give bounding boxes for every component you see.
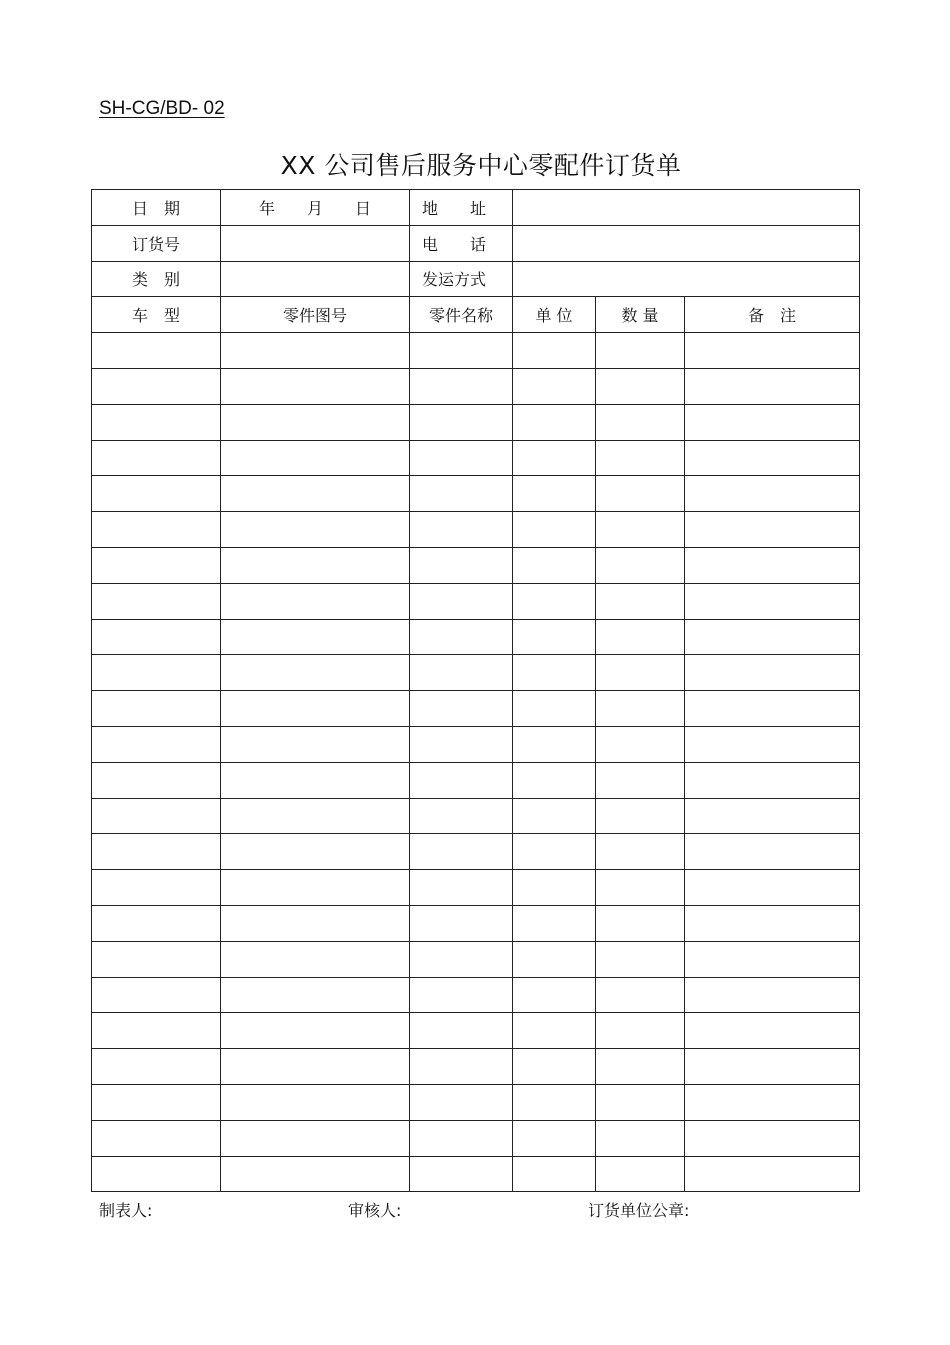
remarks-cell[interactable] [685,440,860,476]
remarks-cell[interactable] [685,977,860,1013]
info-row-order-no [92,225,860,261]
unit-cell[interactable] [513,1013,596,1049]
unit-cell[interactable] [513,547,596,583]
table-row [92,476,860,512]
remarks-cell[interactable] [685,368,860,404]
part-name-cell[interactable] [410,941,513,977]
vehicle-model-cell[interactable] [92,476,221,512]
vehicle-model-cell[interactable] [92,368,221,404]
unit-cell[interactable] [513,1120,596,1156]
quantity-cell[interactable] [596,476,685,512]
part-name-cell[interactable] [410,619,513,655]
unit-cell[interactable] [513,1084,596,1120]
category-field[interactable] [221,261,410,297]
vehicle-model-cell[interactable] [92,1049,221,1085]
part-name-cell[interactable] [410,547,513,583]
vehicle-model-cell[interactable] [92,1120,221,1156]
part-name-cell[interactable] [410,726,513,762]
part-name-cell[interactable] [410,512,513,548]
vehicle-model-cell[interactable] [92,870,221,906]
vehicle-model-cell[interactable] [92,691,221,727]
phone-field[interactable] [513,225,860,261]
vehicle-model-cell[interactable] [92,440,221,476]
table-row [92,941,860,977]
address-label: 地 址 [410,190,513,226]
part-name-cell[interactable] [410,655,513,691]
table-row [92,977,860,1013]
info-row-date [92,190,860,226]
part-number-cell[interactable] [221,583,410,619]
part-number-cell[interactable] [221,691,410,727]
quantity-cell[interactable] [596,512,685,548]
column-header-row [92,297,860,333]
part-name-cell[interactable] [410,1049,513,1085]
remarks-cell[interactable] [685,905,860,941]
remarks-cell[interactable] [685,870,860,906]
vehicle-model-cell[interactable] [92,333,221,369]
order-no-label: 订货号 [92,225,221,261]
header-part-number: 零件图号 [221,297,410,333]
part-number-cell[interactable] [221,870,410,906]
part-number-cell[interactable] [221,440,410,476]
vehicle-model-cell[interactable] [92,404,221,440]
part-name-cell[interactable] [410,333,513,369]
document-code: SH-CG/BD- 02 [99,98,225,119]
part-number-cell[interactable] [221,798,410,834]
unit-cell[interactable] [513,941,596,977]
vehicle-model-cell[interactable] [92,941,221,977]
part-name-cell[interactable] [410,440,513,476]
part-number-cell[interactable] [221,619,410,655]
unit-cell[interactable] [513,476,596,512]
vehicle-model-cell[interactable] [92,655,221,691]
part-number-cell[interactable] [221,1049,410,1085]
vehicle-model-cell[interactable] [92,726,221,762]
table-row [92,691,860,727]
remarks-cell[interactable] [685,512,860,548]
unit-cell[interactable] [513,512,596,548]
part-number-cell[interactable] [221,1120,410,1156]
quantity-cell[interactable] [596,870,685,906]
part-number-cell[interactable] [221,941,410,977]
part-name-cell[interactable] [410,762,513,798]
address-field[interactable] [513,190,860,226]
part-number-cell[interactable] [221,905,410,941]
part-name-cell[interactable] [410,404,513,440]
quantity-cell[interactable] [596,905,685,941]
reviewed-by-label: 审核人: [348,1201,402,1220]
date-label: 日 期 [92,190,221,226]
unit-cell[interactable] [513,726,596,762]
header-remarks: 备 注 [685,297,860,333]
table-row [92,333,860,369]
unit-cell[interactable] [513,691,596,727]
table-row [92,1084,860,1120]
order-form-table [91,189,860,1192]
unit-cell[interactable] [513,798,596,834]
quantity-cell[interactable] [596,691,685,727]
remarks-cell[interactable] [685,691,860,727]
date-field[interactable]: 年 月 日 [221,190,410,226]
part-name-cell[interactable] [410,1084,513,1120]
page-title: XX 公司售后服务中心零配件订货单 [280,151,682,180]
quantity-cell[interactable] [596,440,685,476]
part-number-cell[interactable] [221,762,410,798]
remarks-cell[interactable] [685,798,860,834]
part-number-cell[interactable] [221,655,410,691]
vehicle-model-cell[interactable] [92,1084,221,1120]
shipping-field[interactable] [513,261,860,297]
seal-label: 订货单位公章: [588,1201,690,1220]
order-no-field[interactable] [221,225,410,261]
unit-cell[interactable] [513,870,596,906]
quantity-cell[interactable] [596,834,685,870]
part-name-cell[interactable] [410,1013,513,1049]
remarks-cell[interactable] [685,404,860,440]
part-name-cell[interactable] [410,870,513,906]
vehicle-model-cell[interactable] [92,547,221,583]
vehicle-model-cell[interactable] [92,762,221,798]
part-number-cell[interactable] [221,726,410,762]
info-row-category [92,261,860,297]
vehicle-model-cell[interactable] [92,1013,221,1049]
part-number-cell[interactable] [221,547,410,583]
remarks-cell[interactable] [685,1156,860,1192]
phone-label: 电 话 [410,225,513,261]
unit-cell[interactable] [513,619,596,655]
remarks-cell[interactable] [685,726,860,762]
quantity-cell[interactable] [596,1084,685,1120]
prepared-by-label: 制表人: [99,1201,153,1220]
quantity-cell[interactable] [596,333,685,369]
part-name-cell[interactable] [410,476,513,512]
remarks-cell[interactable] [685,941,860,977]
table-row [92,1120,860,1156]
part-name-cell[interactable] [410,583,513,619]
unit-cell[interactable] [513,368,596,404]
remarks-cell[interactable] [685,834,860,870]
table-row [92,726,860,762]
part-name-cell[interactable] [410,1120,513,1156]
quantity-cell[interactable] [596,941,685,977]
part-name-cell[interactable] [410,1156,513,1192]
table-row [92,655,860,691]
part-number-cell[interactable] [221,834,410,870]
table-row [92,512,860,548]
shipping-label: 发运方式 [410,261,513,297]
table-row [92,798,860,834]
part-name-cell[interactable] [410,691,513,727]
vehicle-model-cell[interactable] [92,905,221,941]
table-row [92,440,860,476]
part-number-cell[interactable] [221,333,410,369]
part-number-cell[interactable] [221,1156,410,1192]
category-label: 类 别 [92,261,221,297]
quantity-cell[interactable] [596,977,685,1013]
remarks-cell[interactable] [685,1013,860,1049]
part-number-cell[interactable] [221,404,410,440]
table-row [92,1049,860,1085]
unit-cell[interactable] [513,655,596,691]
table-row [92,583,860,619]
vehicle-model-cell[interactable] [92,834,221,870]
quantity-cell[interactable] [596,368,685,404]
part-number-cell[interactable] [221,512,410,548]
header-vehicle-model: 车 型 [92,297,221,333]
remarks-cell[interactable] [685,476,860,512]
unit-cell[interactable] [513,905,596,941]
vehicle-model-cell[interactable] [92,512,221,548]
header-unit: 单 位 [513,297,596,333]
quantity-cell[interactable] [596,655,685,691]
part-name-cell[interactable] [410,834,513,870]
quantity-cell[interactable] [596,1049,685,1085]
unit-cell[interactable] [513,404,596,440]
table-row [92,762,860,798]
table-row [92,368,860,404]
remarks-cell[interactable] [685,619,860,655]
part-number-cell[interactable] [221,368,410,404]
quantity-cell[interactable] [596,583,685,619]
quantity-cell[interactable] [596,726,685,762]
table-row [92,619,860,655]
part-name-cell[interactable] [410,977,513,1013]
part-number-cell[interactable] [221,476,410,512]
part-number-cell[interactable] [221,977,410,1013]
vehicle-model-cell[interactable] [92,619,221,655]
quantity-cell[interactable] [596,1013,685,1049]
unit-cell[interactable] [513,977,596,1013]
unit-cell[interactable] [513,834,596,870]
table-row [92,1156,860,1192]
unit-cell[interactable] [513,440,596,476]
quantity-cell[interactable] [596,798,685,834]
vehicle-model-cell[interactable] [92,583,221,619]
table-row [92,905,860,941]
remarks-cell[interactable] [685,583,860,619]
remarks-cell[interactable] [685,1049,860,1085]
vehicle-model-cell[interactable] [92,977,221,1013]
part-name-cell[interactable] [410,905,513,941]
table-row [92,404,860,440]
vehicle-model-cell[interactable] [92,798,221,834]
quantity-cell[interactable] [596,404,685,440]
quantity-cell[interactable] [596,1156,685,1192]
quantity-cell[interactable] [596,1120,685,1156]
remarks-cell[interactable] [685,333,860,369]
unit-cell[interactable] [513,333,596,369]
table-row [92,547,860,583]
table-row [92,834,860,870]
unit-cell[interactable] [513,1049,596,1085]
header-quantity: 数 量 [596,297,685,333]
quantity-cell[interactable] [596,762,685,798]
header-part-name: 零件名称 [410,297,513,333]
quantity-cell[interactable] [596,619,685,655]
quantity-cell[interactable] [596,547,685,583]
part-name-cell[interactable] [410,798,513,834]
unit-cell[interactable] [513,583,596,619]
table-row [92,1013,860,1049]
part-number-cell[interactable] [221,1084,410,1120]
remarks-cell[interactable] [685,655,860,691]
remarks-cell[interactable] [685,1120,860,1156]
part-name-cell[interactable] [410,368,513,404]
remarks-cell[interactable] [685,547,860,583]
unit-cell[interactable] [513,1156,596,1192]
vehicle-model-cell[interactable] [92,1156,221,1192]
part-number-cell[interactable] [221,1013,410,1049]
table-row [92,870,860,906]
unit-cell[interactable] [513,762,596,798]
remarks-cell[interactable] [685,1084,860,1120]
remarks-cell[interactable] [685,762,860,798]
